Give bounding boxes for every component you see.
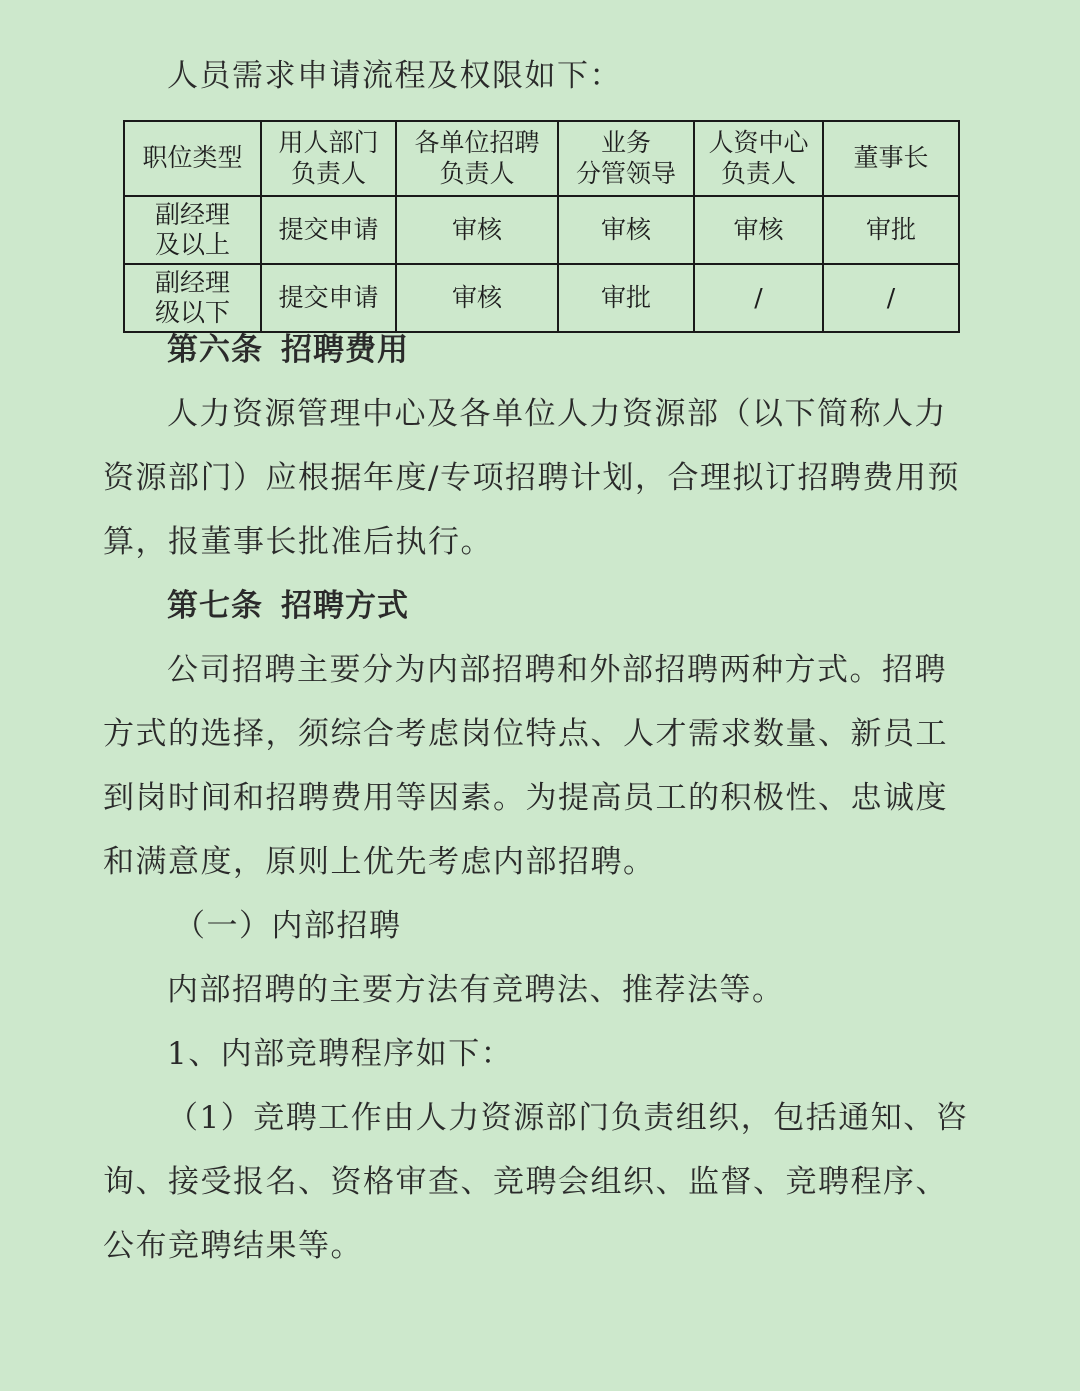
table-cell: 审核 [396,196,558,264]
article7-paragraph-line: 方式的选择，须综合考虑岗位特点、人才需求数量、新员工 [103,716,948,752]
article7-paragraph-line: 公司招聘主要分为内部招聘和外部招聘两种方式。招聘 [167,652,947,688]
table-cell: / [694,264,823,332]
article7-paragraph-line: 到岗时间和招聘费用等因素。为提高员工的积极性、忠诚度 [103,780,948,816]
article6-paragraph-line: 人力资源管理中心及各单位人力资源部（以下简称人力 [167,396,947,432]
header-dept-head: 用人部门 负责人 [261,121,396,196]
article7-heading [167,588,409,624]
table-cell: 提交申请 [261,264,396,332]
table-cell: / [823,264,959,332]
article6-paragraph-line: 资源部门）应根据年度/专项招聘计划，合理拟订招聘费用预 [103,460,960,496]
header-unit-recruiter: 各单位招聘 负责人 [396,121,558,196]
header-chairman: 董事长 [823,121,959,196]
article7-number: 第七条 [167,588,263,624]
row-type-cell: 副经理 及以上 [124,196,261,264]
competition-procedure-title: 1、内部竞聘程序如下： [167,1036,514,1072]
article7-title: 招聘方式 [281,588,409,624]
table-cell: 审批 [823,196,959,264]
header-position-type: 职位类型 [124,121,261,196]
table-cell: 审核 [396,264,558,332]
article6-title: 招聘费用 [281,332,409,368]
table-cell: 提交申请 [261,196,396,264]
intro-text: 人员需求申请流程及权限如下： [167,58,622,94]
header-hr-center-head: 人资中心 负责人 [694,121,823,196]
procedure-step-line: （1）竞聘工作由人力资源部门负责组织，包括通知、咨 [167,1100,969,1136]
internal-recruitment-methods: 内部招聘的主要方法有竞聘法、推荐法等。 [167,972,785,1008]
row-type-cell: 副经理 级以下 [124,264,261,332]
table-row [124,264,959,332]
article7-paragraph-line: 和满意度，原则上优先考虑内部招聘。 [103,844,656,880]
article6-heading [167,332,409,368]
internal-recruitment-subheading: （一）内部招聘 [174,908,402,944]
article6-paragraph-line: 算，报董事长批准后执行。 [103,524,493,560]
table-row [124,196,959,264]
table-cell: 审核 [694,196,823,264]
table-header-row [124,121,959,196]
procedure-step-line: 询、接受报名、资格审查、竞聘会组织、监督、竞聘程序、 [103,1164,948,1200]
header-business-leader: 业务 分管领导 [558,121,694,196]
table-cell: 审批 [558,264,694,332]
article6-number: 第六条 [167,332,263,368]
approval-table [123,120,960,333]
procedure-step-line: 公布竞聘结果等。 [103,1228,363,1264]
table-cell: 审核 [558,196,694,264]
